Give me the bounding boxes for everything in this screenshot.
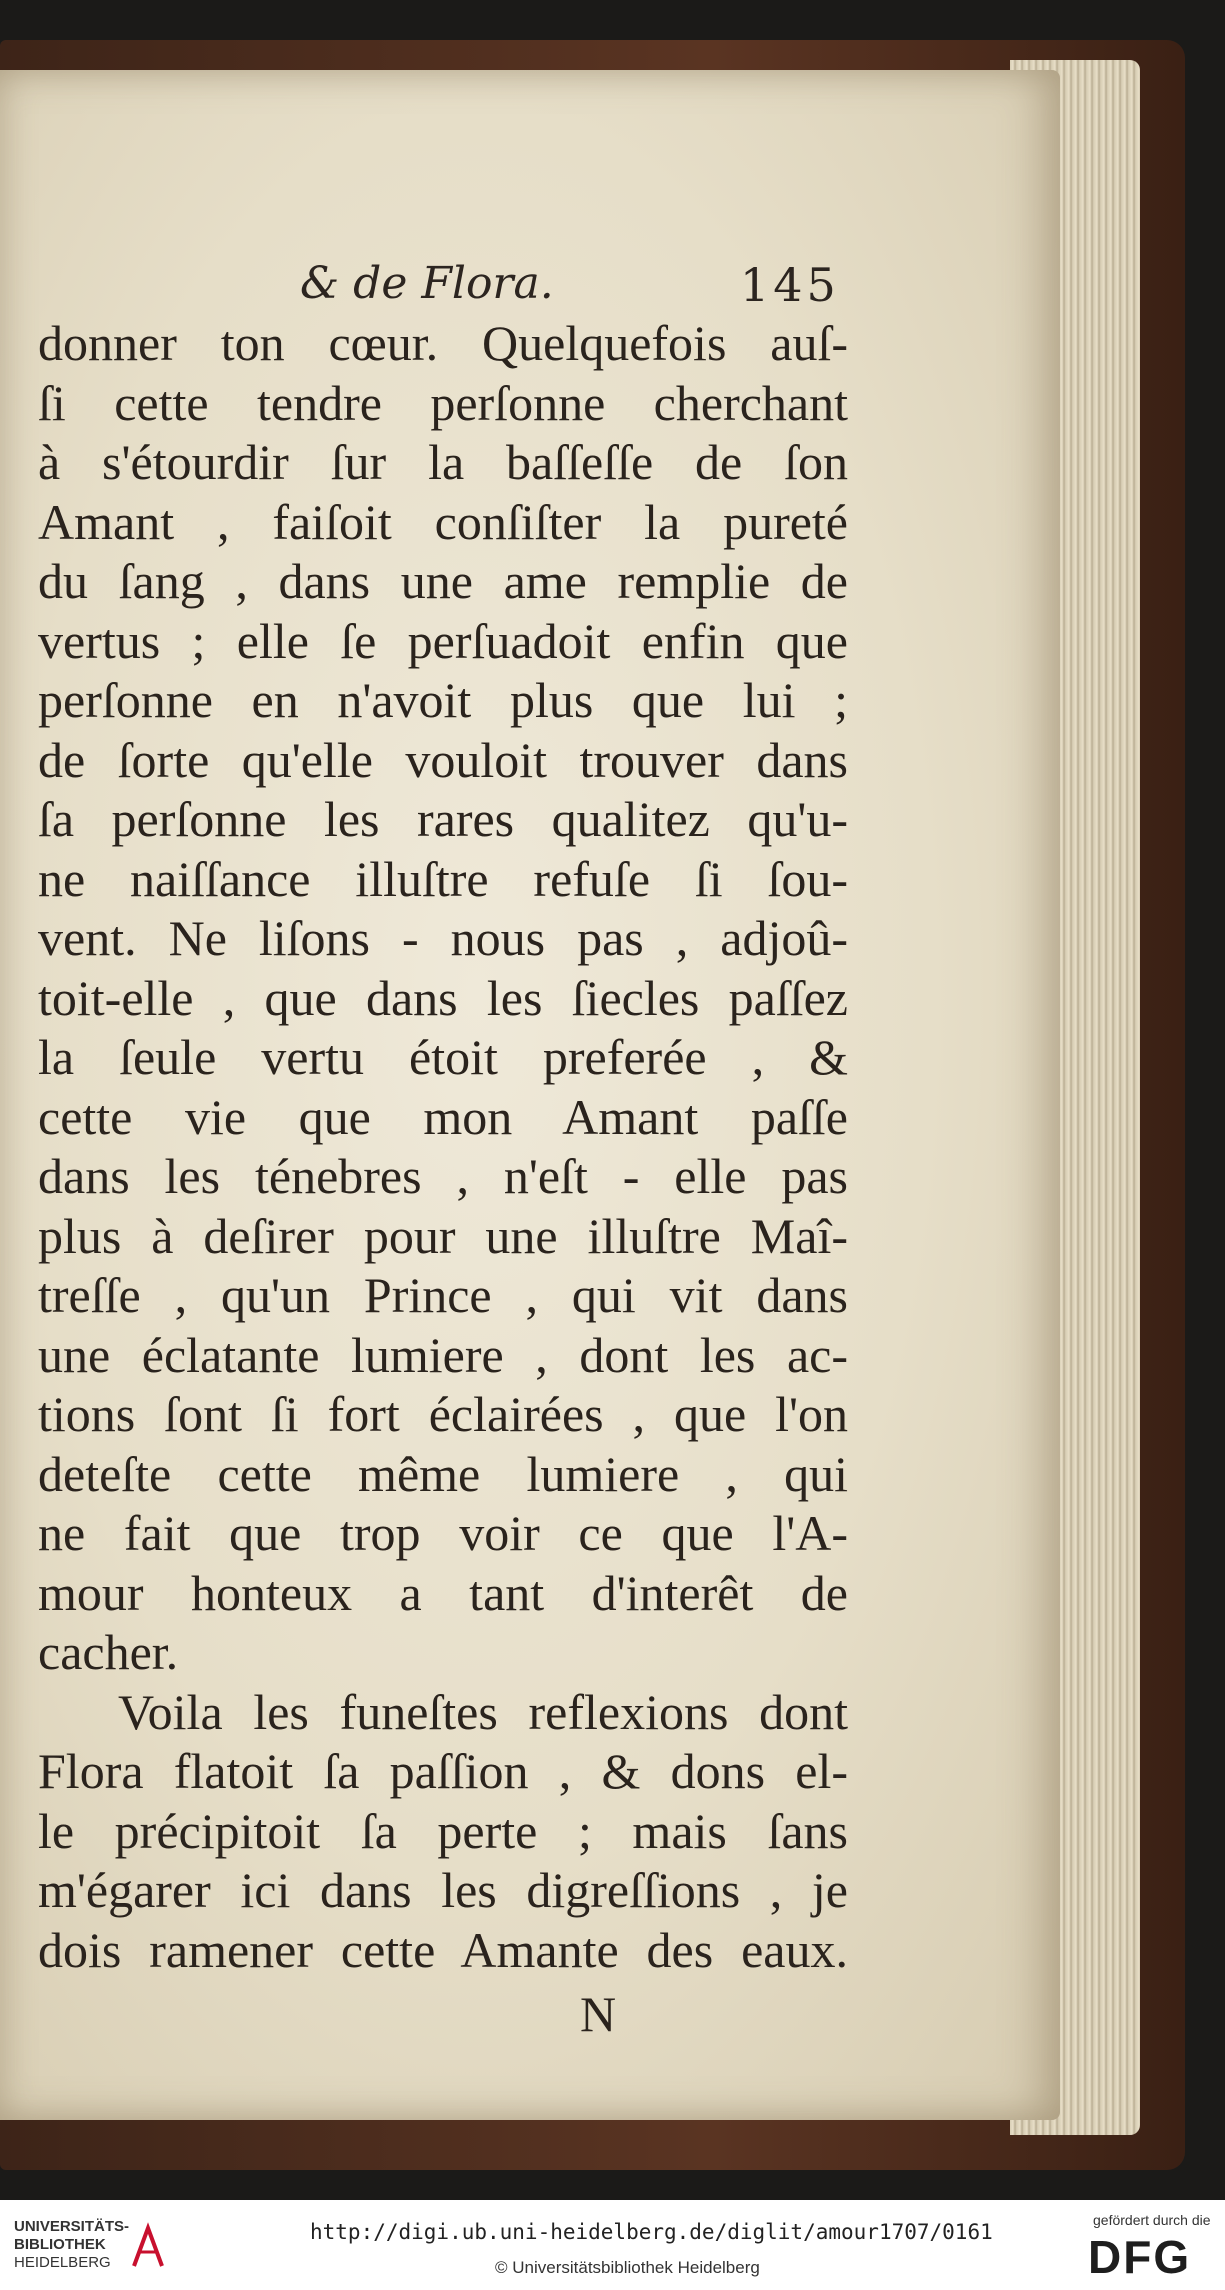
book-page (0, 70, 1060, 2120)
text-line: cette vie que mon Amant paſſe (38, 1088, 848, 1145)
text-line: plus à deſirer pour une illuſtre Maî- (38, 1207, 848, 1264)
funding-label: gefördert durch die (1093, 2212, 1211, 2228)
text-line: mour honteux a tant d'interêt de (38, 1564, 848, 1621)
text-line: vent. Ne liſons - nous pas , adjoû- (38, 910, 848, 966)
text-line: vertus ; elle ſe perſuadoit enfin que (38, 612, 848, 669)
library-name-line: BIBLIOTHEK (14, 2236, 106, 2253)
copyright-notice: © Universitätsbibliothek Heidelberg (495, 2258, 760, 2277)
text-line: deteſte cette même lumiere , qui (38, 1445, 848, 1502)
text-line: treſſe , qu'un Prince , qui vit dans (38, 1267, 848, 1323)
library-name-line: HEIDELBERG (14, 2254, 111, 2271)
text-line: de ſorte qu'elle vouloit trouver dans (38, 731, 848, 788)
text-line: dois ramener cette Amante des eaux. (38, 1921, 848, 1978)
text-line: ne fait que trop voir ce que l'A- (38, 1505, 848, 1561)
text-line: cacher. (38, 1624, 179, 1680)
text-line: toit-elle , que dans les ſiecles paſſez (38, 969, 848, 1026)
text-line: le précipitoit ſa perte ; mais ſans (38, 1802, 848, 1859)
running-title: & de Flora. (300, 258, 554, 309)
body-text (38, 314, 848, 1980)
text-line: ſa perſonne les rares qualitez qu'u- (38, 791, 848, 847)
text-line: perſonne en n'avoit plus que lui ; (38, 672, 848, 728)
text-line: dans les ténebres , n'eſt - elle pas (38, 1148, 848, 1204)
signature-mark: N (580, 1986, 617, 2042)
text-line: à s'étourdir ſur la baſſeſſe de ſon (38, 434, 848, 490)
text-line: ne naiſſance illuſtre refuſe ſi ſou- (38, 850, 848, 907)
text-line: donner ton cœur. Quelquefois auſ- (38, 315, 848, 371)
library-logo-text (14, 2218, 129, 2272)
text-line: ſi cette tendre perſonne cherchant (38, 374, 848, 431)
footer-bar (0, 2200, 1225, 2290)
text-line: du ſang , dans une ame remplie de (38, 553, 848, 609)
permalink-url[interactable]: http://digi.ub.uni-heidelberg.de/diglit/amour1707/0161 (310, 2220, 993, 2244)
text-line: Flora flatoit ſa paſſion , & dons el- (38, 1743, 848, 1799)
text-line: Voila les funeſtes reflexions dont (118, 1683, 848, 1740)
university-logo-icon (128, 2222, 168, 2272)
dfg-logo: DFG (1088, 2231, 1192, 2283)
text-line: Amant , faiſoit conſiſter la pureté (38, 493, 848, 550)
text-line: m'égarer ici dans les digreſſions , je (38, 1862, 848, 1918)
library-name-line: UNIVERSITÄTS- (14, 2218, 130, 2235)
page-number: 145 (740, 258, 840, 312)
text-line: une éclatante lumiere , dont les ac- (38, 1326, 848, 1383)
text-line: la ſeule vertu étoit preferée , & (38, 1029, 848, 1085)
text-line: tions ſont ſi fort éclairées , que l'on (38, 1386, 848, 1442)
